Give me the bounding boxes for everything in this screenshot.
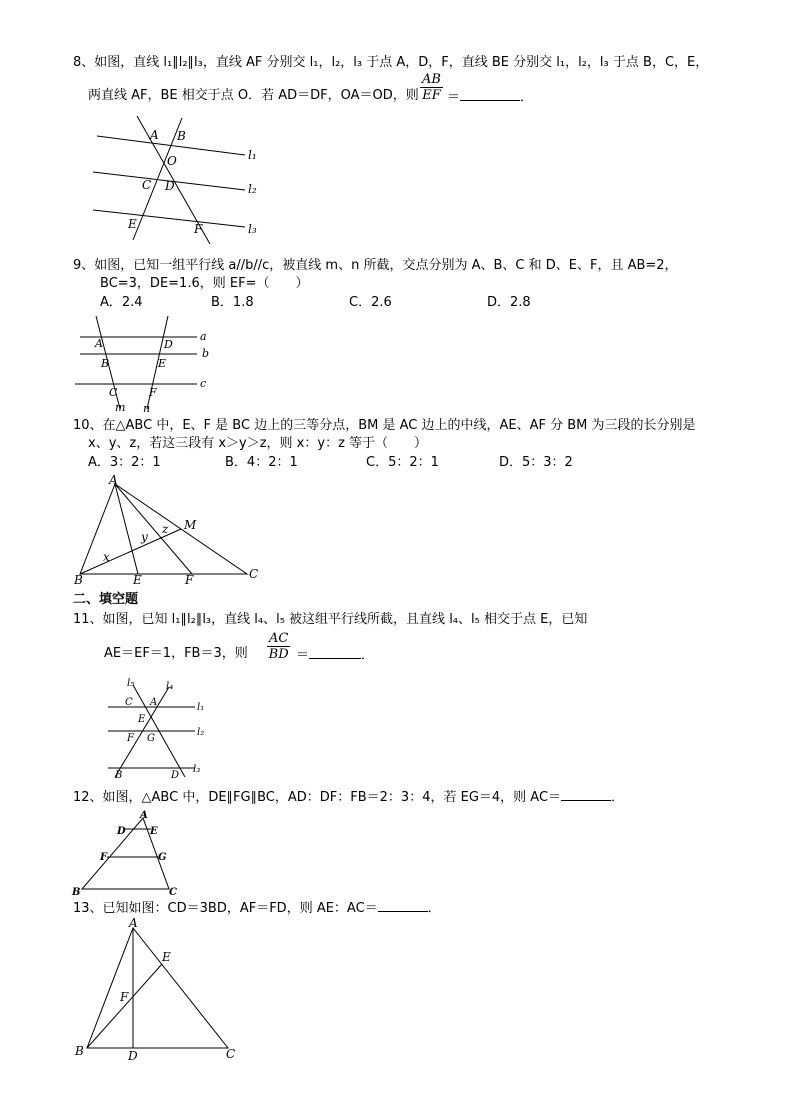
q11-label-G: G	[147, 733, 155, 744]
q12-label-G: G	[158, 852, 167, 863]
q8-figure	[85, 112, 285, 252]
q11-answer-tail: ＝ ．	[296, 648, 375, 663]
q11-label-l2: l₂	[197, 727, 205, 738]
q8-line2: 两直线 AF，BE 相交于点 O．若 AD＝DF，OA＝OD，则	[88, 88, 419, 103]
q8-frac-num: AB	[422, 72, 441, 87]
q11-label-E: E	[138, 714, 146, 725]
q9-option-a[interactable]: A．2.4	[100, 295, 143, 310]
q12-label-B: B	[72, 887, 81, 898]
q10-line2: x、y、z，若这三段有 x＞y＞z，则 x：y：z 等于（ ）	[88, 436, 428, 451]
q9-option-b[interactable]: B．1.8	[211, 295, 254, 310]
q10-option-a[interactable]: A．3：2：1	[88, 455, 161, 470]
q9-label-b: b	[202, 347, 210, 360]
q10-label-y: y	[141, 530, 148, 544]
q9-label-B: B	[101, 357, 110, 370]
q9-line1: 9、如图，已知一组平行线 a//b//c，被直线 m、n 所截，交点分别为 A、B、C 和 D、E、F，且 AB=2，	[73, 258, 678, 273]
q8-answer-tail: ＝ ．	[447, 90, 534, 105]
q10-option-d[interactable]: D．5：3：2	[499, 455, 573, 470]
q9-line2: BC=3，DE=1.6，则 EF=（ ）	[100, 276, 309, 291]
q8-label-l1: l₁	[248, 148, 257, 162]
q10-label-A: A	[109, 473, 118, 487]
q9-label-c: c	[200, 377, 207, 390]
q9-figure	[72, 313, 222, 418]
q12-label-C: C	[169, 887, 177, 898]
q11-label-A: A	[150, 697, 158, 708]
q13-figure	[72, 916, 252, 1066]
q8-label-C: C	[142, 178, 152, 192]
section-title-fill-in: 二、填空题	[73, 592, 139, 607]
q13-answer-blank[interactable]	[378, 899, 428, 912]
q12-line1: 12、如图，△ABC 中，DE∥FG∥BC，AD：DF：FB＝2：3：4，若 EG＝4，则 AC＝ ．	[73, 790, 625, 805]
q11-fraction	[267, 631, 290, 662]
q12-figure	[70, 808, 190, 898]
q10-label-B: B	[74, 573, 83, 587]
q10-label-z: z	[162, 522, 169, 536]
q9-label-m: m	[115, 401, 126, 414]
q11-label-l1: l₁	[197, 702, 205, 713]
q8-label-O: O	[167, 154, 177, 168]
q11-label-F: F	[127, 733, 134, 744]
q8-line1: 8、如图，直线 l₁∥l₂∥l₃，直线 AF 分别交 l₁，l₂，l₃ 于点 A，D，F，直线 BE 分别交 l₁，l₂，l₃ 于点 B，C，E，	[73, 55, 709, 70]
q9-option-d[interactable]: D．2.8	[487, 295, 531, 310]
q12-label-E: E	[150, 826, 158, 837]
q11-line1: 11、如图，已知 l₁∥l₂∥l₃，直线 l₄、l₅ 被这组平行线所截，且直线 l₄、l₅ 相交于点 E，已知	[73, 612, 588, 627]
q12-label-F: F	[100, 852, 108, 863]
q13-label-D: D	[128, 1049, 138, 1063]
q9-label-a: a	[200, 330, 207, 343]
q10-line1: 10、在△ABC 中，E、F 是 BC 边上的三等分点，BM 是 AC 边上的中线，AE、AF 分 BM 为三段的长分别是	[73, 418, 696, 433]
q11-figure	[103, 675, 223, 780]
q11-label-D: D	[171, 770, 180, 781]
q9-label-n: n	[143, 402, 151, 415]
q9-label-D: D	[164, 338, 173, 351]
q9-label-F: F	[149, 386, 157, 399]
q11-label-B: B	[115, 770, 123, 781]
q10-label-F: F	[185, 573, 194, 587]
q10-label-E: E	[133, 573, 142, 587]
q9-label-C: C	[109, 386, 118, 399]
q13-label-F: F	[120, 990, 129, 1004]
q11-label-l3: l₃	[193, 764, 201, 775]
q10-label-x: x	[103, 550, 110, 564]
q11-label-l5: l₅	[127, 678, 135, 689]
q13-label-E: E	[162, 950, 171, 964]
q8-answer-blank[interactable]	[460, 88, 520, 101]
q11-line2: AE＝EF＝1，FB＝3，则	[104, 646, 248, 661]
q8-fraction	[420, 72, 443, 103]
q11-answer-blank[interactable]	[309, 646, 361, 659]
q10-option-b[interactable]: B．4：2：1	[225, 455, 298, 470]
q8-label-F: F	[194, 222, 203, 236]
q11-label-C: C	[125, 697, 133, 708]
q11-frac-num: AC	[269, 631, 289, 646]
q9-label-E: E	[158, 357, 167, 370]
q9-label-A: A	[95, 337, 103, 350]
q13-label-A: A	[129, 916, 138, 930]
q8-label-A: A	[150, 128, 159, 142]
q8-label-l3: l₃	[248, 222, 257, 236]
q10-label-M: M	[184, 518, 197, 532]
q13-label-C: C	[226, 1047, 236, 1061]
q12-label-D: D	[117, 826, 126, 837]
q10-label-C: C	[249, 567, 259, 581]
q13-line1: 13、已知如图：CD＝3BD，AF＝FD，则 AE：AC＝ ．	[73, 901, 441, 916]
q12-answer-blank[interactable]	[561, 788, 611, 801]
q9-option-c[interactable]: C．2.6	[349, 295, 392, 310]
q8-label-E: E	[128, 217, 137, 231]
q8-label-D: D	[165, 179, 175, 193]
q8-label-l2: l₂	[248, 182, 257, 196]
q11-frac-den: BD	[268, 647, 289, 662]
q13-label-B: B	[75, 1044, 84, 1058]
q10-option-c[interactable]: C．5：2：1	[366, 455, 439, 470]
q12-label-A: A	[140, 810, 148, 821]
q10-figure	[70, 473, 270, 588]
q8-frac-den: EF	[422, 88, 441, 103]
q8-label-B: B	[177, 129, 186, 143]
q11-label-l4: l₄	[166, 681, 174, 692]
